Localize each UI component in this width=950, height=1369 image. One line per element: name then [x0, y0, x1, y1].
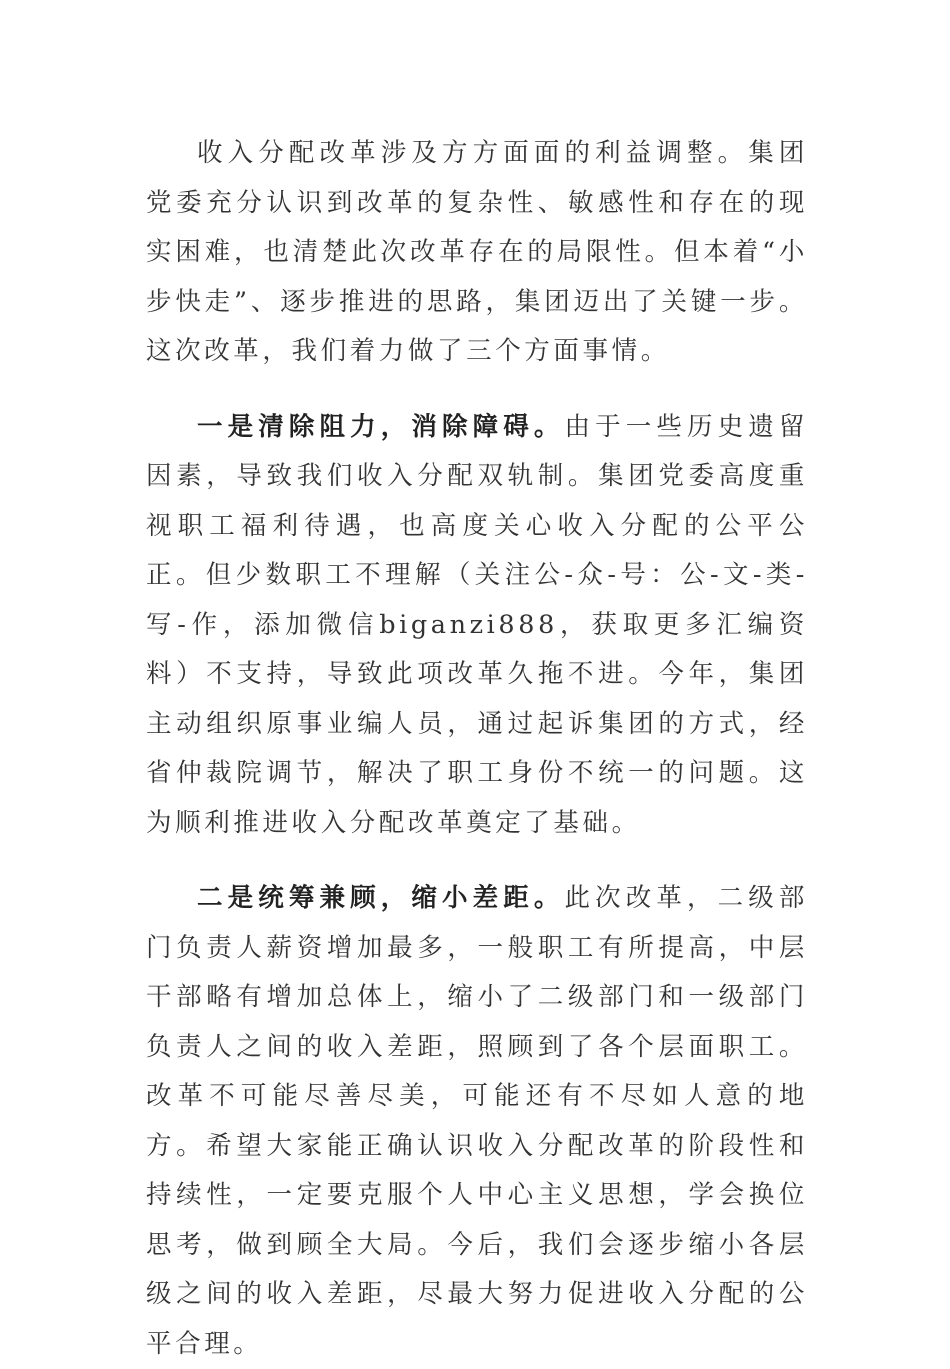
paragraph-lead-heading: 二是统筹兼顾，缩小差距。 — [197, 883, 565, 913]
paragraph-lead-heading: 一是清除阻力，消除障碍。 — [197, 411, 565, 442]
paragraph-text: 此次改革，二级部门负责人薪资增加最多，一般职工有所提高，中层干部略有增加总体上，缩小了二级部门和一级部门负责人之间的收入差距，照顾到了各个层面职工。改革不可能尽善尽美，可能还有不尽如人意的地方。希望大家能正确认识收入分配改革的阶段性和持续性，一定要克服个人中心主义思想，学会换位思考，做到顾全大局。今后，我们会逐步缩小各层级之间的收入差距，尽最大努力促进收入分配的公平合理。 — [146, 883, 808, 1359]
paragraph-point-one — [146, 403, 808, 849]
paragraph-intro — [146, 129, 808, 377]
paragraph-text: 收入分配改革涉及方方面面的利益调整。集团党委充分认识到改革的复杂性、敏感性和存在的现实困难，也清楚此次改革存在的局限性。但本着“小步快走”、逐步推进的思路，集团迈出了关键一步。这次改革，我们着力做了三个方面事情。 — [146, 138, 808, 366]
paragraph-point-two — [146, 874, 808, 1369]
paragraph-text: 由于一些历史遗留因素，导致我们收入分配双轨制。集团党委高度重视职工福利待遇，也高度关心收入分配的公平公正。但少数职工不理解（关注公-众-号：公-文-类-写-作，添加微信biganzi888，获取更多汇编资料）不支持，导致此项改革久拖不进。今年，集团主动组织原事业编人员，通过起诉集团的方式，经省仲裁院调节，解决了职工身份不统一的问题。这为顺利推进收入分配改革奠定了基础。 — [146, 411, 808, 838]
document-body — [146, 129, 808, 1369]
